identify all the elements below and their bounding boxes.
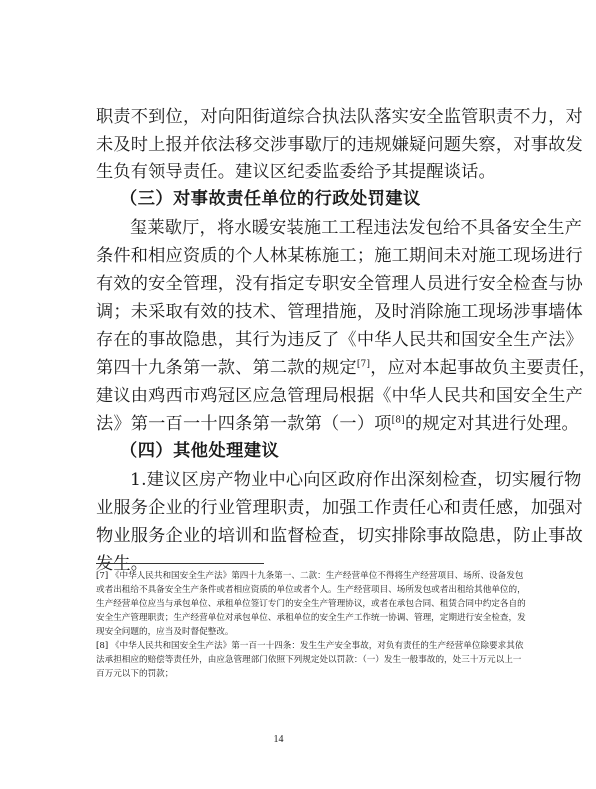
- text-segment: ，应对本起事故负主要责任，: [370, 358, 596, 378]
- body-line: 生负有领导责任。建议区纪委监委给予其提醒谈话。: [96, 162, 496, 182]
- body-line: 物业服务企业的培训和监督检查，切实排除事故隐患，防止事故: [96, 526, 583, 546]
- body-line: 未及时上报并依法移交涉事歇厅的违规嫌疑问题失察，对事故发: [96, 135, 583, 155]
- body-line: 有效的安全管理，没有指定专职安全管理人员进行安全检查与协: [96, 274, 583, 294]
- body-line: 玺莱歇厅，将水暖安装施工工程违法发包给不具备安全生产: [130, 218, 583, 238]
- body-line: 条件和相应资质的个人林某栋施工；施工期间未对施工现场进行: [96, 246, 583, 266]
- footnote-ref-7: [7]: [356, 359, 371, 370]
- body-line: 存在的事故隐患，其行为违反了《中华人民共和国安全生产法》: [96, 330, 583, 350]
- text-segment: 的规定对其进行处理。: [404, 414, 579, 434]
- footnote-line: 安全生产管理职责；生产经营单位对承包单位、承租单位的安全生产工作统一协调、管理，定期进行安全检查，发: [96, 613, 526, 623]
- body-line: 建议由鸡西市鸡冠区应急管理局根据《中华人民共和国安全生产: [96, 386, 583, 406]
- footnote-separator: [96, 563, 264, 564]
- section-heading-3: （三）对事故责任单位的行政处罚建议: [120, 189, 421, 209]
- body-line: 1.建议区房产物业中心向区政府作出深刻检查，切实履行物: [130, 470, 582, 490]
- page-number: 14: [273, 734, 284, 745]
- body-line: [96, 413, 579, 435]
- footnote-line: 百万元以下的罚款；: [96, 669, 174, 679]
- footnote-line: 或者出租给不具备安全生产条件或者相应资质的单位或者个人。生产经营项目、场所发包或者出租给其他单位的，: [96, 585, 526, 595]
- section-heading-4: （四）其他处理建议: [120, 441, 280, 461]
- body-line: [96, 357, 596, 379]
- text-segment: 法》第一百一十四条第一款第（一）项: [96, 414, 392, 434]
- text-segment: 第四十九条第一款、第二款的规定: [96, 358, 357, 378]
- footnote-line: 法承担相应的赔偿等责任外，由应急管理部门依照下列规定处以罚款：（一）发生一般事故的，处三十万元以上一: [96, 655, 522, 665]
- footnote-ref-8: [8]: [391, 415, 405, 426]
- body-line: 职责不到位，对向阳街道综合执法队落实安全监管职责不力，对: [96, 107, 583, 127]
- footnote-line: [8] 《中华人民共和国安全生产法》第一百一十四条：发生生产安全事故，对负有责任的生产经营单位除要求其依: [96, 641, 524, 651]
- footnote-line: [7] 《中华人民共和国安全生产法》第四十九条第一、二款：生产经营单位不得将生产经营项目、场所、设备发包: [96, 571, 524, 581]
- body-line: 发生。: [96, 554, 149, 574]
- body-line: 调；未采取有效的技术、管理措施，及时消除施工现场涉事墙体: [96, 302, 583, 322]
- footnote-line: 现安全问题的，应当及时督促整改。: [96, 627, 234, 637]
- footnote-line: 生产经营单位应当与承包单位、承租单位签订专门的安全生产管理协议，或者在承包合同、租赁合同中约定各自的: [96, 599, 526, 609]
- body-line: 业服务企业的行业管理职责，加强工作责任心和责任感，加强对: [96, 498, 583, 518]
